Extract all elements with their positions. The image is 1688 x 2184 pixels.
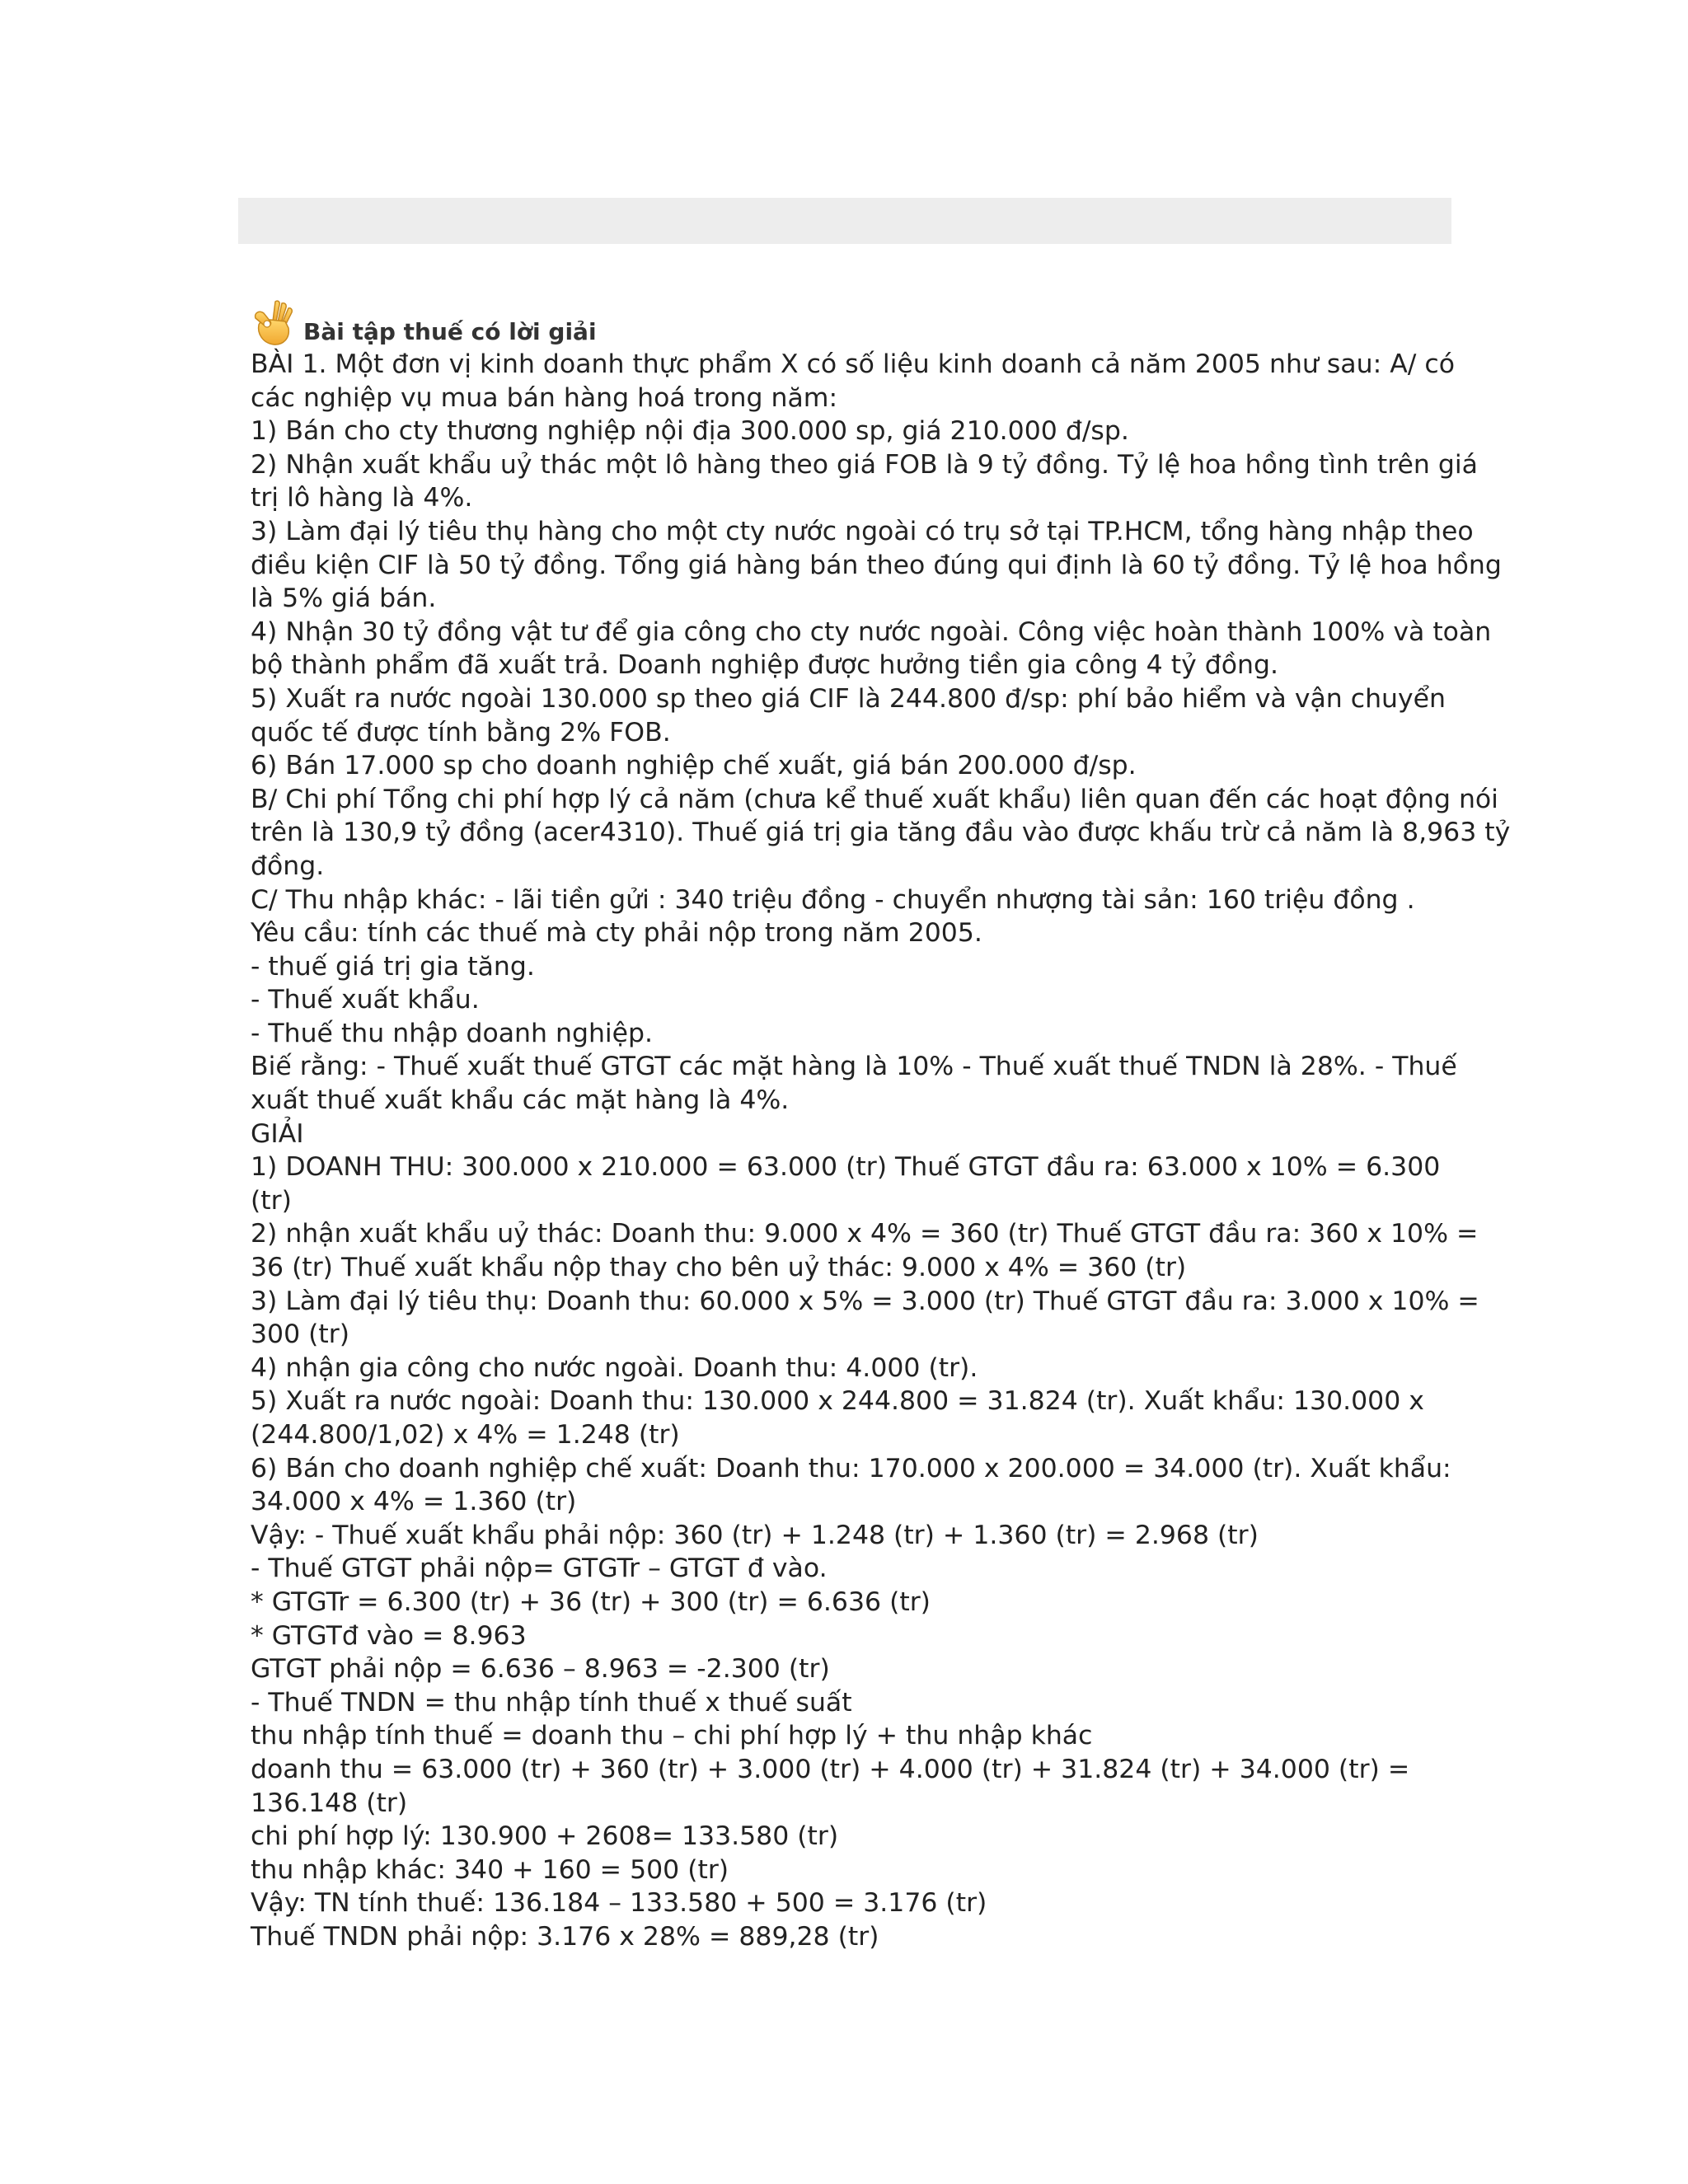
article-text xyxy=(251,348,1511,1954)
header-band xyxy=(238,198,1451,244)
text-line: - Thuế GTGT phải nộp= GTGTr – GTGT đ vào. xyxy=(251,1554,828,1584)
text-line: 36 (tr) Thuế xuất khẩu nộp thay cho bên uỷ thác: 9.000 x 4% = 360 (tr) xyxy=(251,1253,1187,1283)
text-line: 4) Nhận 30 tỷ đồng vật tư để gia công cho cty nước ngoài. Công việc hoàn thành 100% và toàn xyxy=(251,616,1492,647)
text-line: 5) Xuất ra nước ngoài 130.000 sp theo giá CIF là 244.800 đ/sp: phí bảo hiểm và vận chuyển xyxy=(251,683,1446,714)
text-line: Biế rằng: - Thuế xuất thuế GTGT các mặt hàng là 10% - Thuế xuất thuế TNDN là 28%. - Thuế xyxy=(251,1052,1457,1082)
text-line: trên là 130,9 tỷ đồng (acer4310). Thuế giá trị gia tăng đầu vào được khấu trừ cả năm là 8,963 tỷ xyxy=(251,818,1511,848)
text-line: (244.800/1,02) x 4% = 1.248 (tr) xyxy=(251,1420,680,1450)
text-line: 300 (tr) xyxy=(251,1319,350,1350)
text-line: - thuế giá trị gia tăng. xyxy=(251,951,535,982)
text-line: thu nhập khác: 340 + 160 = 500 (tr) xyxy=(251,1854,729,1885)
text-line: bộ thành phẩm đã xuất trả. Doanh nghiệp được hưởng tiền gia công 4 tỷ đồng. xyxy=(251,650,1278,681)
text-line: 3) Làm đại lý tiêu thụ hàng cho một cty nước ngoài có trụ sở tại TP.HCM, tổng hàng nhập theo xyxy=(251,516,1474,546)
text-line: Vậy: - Thuế xuất khẩu phải nộp: 360 (tr) + 1.248 (tr) + 1.360 (tr) = 2.968 (tr) xyxy=(251,1520,1259,1550)
text-line: xuất thuế xuất khẩu các mặt hàng là 4%. xyxy=(251,1085,790,1116)
text-line: - Thuế thu nhập doanh nghiệp. xyxy=(251,1018,654,1048)
text-line: * GTGTđ vào = 8.963 xyxy=(251,1620,527,1651)
text-line: GIẢI xyxy=(251,1118,304,1149)
text-line: 2) Nhận xuất khẩu uỷ thác một lô hàng theo giá FOB là 9 tỷ đồng. Tỷ lệ hoa hồng tình trên giá xyxy=(251,449,1478,480)
text-line: doanh thu = 63.000 (tr) + 360 (tr) + 3.000 (tr) + 4.000 (tr) + 31.824 (tr) + 34.000 (tr) = xyxy=(251,1754,1410,1784)
text-line: 1) DOANH THU: 300.000 x 210.000 = 63.000 (tr) Thuế GTGT đầu ra: 63.000 x 10% = 6.300 xyxy=(251,1152,1441,1183)
text-line: các nghiệp vụ mua bán hàng hoá trong năm: xyxy=(251,382,838,413)
text-line: thu nhập tính thuế = doanh thu – chi phí hợp lý + thu nhập khác xyxy=(251,1721,1093,1751)
text-line: Thuế TNDN phải nộp: 3.176 x 28% = 889,28 (tr) xyxy=(251,1921,879,1952)
text-line: (tr) xyxy=(251,1185,292,1216)
text-line: 3) Làm đại lý tiêu thụ: Doanh thu: 60.000 x 5% = 3.000 (tr) Thuế GTGT đầu ra: 3.000 x 10% = xyxy=(251,1286,1479,1316)
text-line: trị lô hàng là 4%. xyxy=(251,483,473,513)
text-line: * GTGTr = 6.300 (tr) + 36 (tr) + 300 (tr) = 6.636 (tr) xyxy=(251,1586,931,1617)
text-line: 1) Bán cho cty thương nghiệp nội địa 300.000 sp, giá 210.000 đ/sp. xyxy=(251,416,1129,447)
text-line: 4) nhận gia công cho nước ngoài. Doanh thu: 4.000 (tr). xyxy=(251,1352,978,1383)
text-line: - Thuế TNDN = thu nhập tính thuế x thuế suất xyxy=(251,1687,852,1718)
text-line: 5) Xuất ra nước ngoài: Doanh thu: 130.000 x 244.800 = 31.824 (tr). Xuất khẩu: 130.000 x xyxy=(251,1386,1424,1417)
text-line: C/ Thu nhập khác: - lãi tiền gửi : 340 triệu đồng - chuyển nhượng tài sản: 160 triệu đồng . xyxy=(251,884,1415,915)
text-line: 2) nhận xuất khẩu uỷ thác: Doanh thu: 9.000 x 4% = 360 (tr) Thuế GTGT đầu ra: 360 x 10% = xyxy=(251,1219,1479,1249)
text-line: - Thuế xuất khẩu. xyxy=(251,985,480,1015)
text-line: điều kiện CIF là 50 tỷ đồng. Tổng giá hàng bán theo đúng qui định là 60 tỷ đồng. Tỷ lệ hoa hồng xyxy=(251,550,1502,580)
text-line: B/ Chi phí Tổng chi phí hợp lý cả năm (chưa kể thuế xuất khẩu) liên quan đến các hoạt động nói xyxy=(251,784,1498,814)
article-body xyxy=(251,290,1511,1954)
text-line: 34.000 x 4% = 1.360 (tr) xyxy=(251,1487,577,1517)
text-line: quốc tế được tính bằng 2% FOB. xyxy=(251,717,671,748)
text-line: 136.148 (tr) xyxy=(251,1788,408,1818)
text-line: 6) Bán 17.000 sp cho doanh nghiệp chế xuất, giá bán 200.000 đ/sp. xyxy=(251,751,1137,781)
text-line: GTGT phải nộp = 6.636 – 8.963 = -2.300 (tr) xyxy=(251,1654,830,1685)
text-line: chi phí hợp lý: 130.900 + 2608= 133.580 (tr) xyxy=(251,1821,839,1852)
text-line: BÀI 1. Một đơn vị kinh doanh thực phẩm X có số liệu kinh doanh cả năm 2005 như sau: A/ có xyxy=(251,349,1455,379)
ok-hand-icon xyxy=(251,297,298,348)
article-title: Bài tập thuế có lời giải xyxy=(303,318,597,345)
article-heading xyxy=(251,290,1454,348)
text-line: là 5% giá bán. xyxy=(251,583,437,614)
text-line: Yêu cầu: tính các thuế mà cty phải nộp trong năm 2005. xyxy=(251,918,982,949)
text-line: đồng. xyxy=(251,851,325,881)
text-line: 6) Bán cho doanh nghiệp chế xuất: Doanh thu: 170.000 x 200.000 = 34.000 (tr). Xuất khẩu: xyxy=(251,1453,1451,1483)
text-line: Vậy: TN tính thuế: 136.184 – 133.580 + 500 = 3.176 (tr) xyxy=(251,1888,987,1919)
